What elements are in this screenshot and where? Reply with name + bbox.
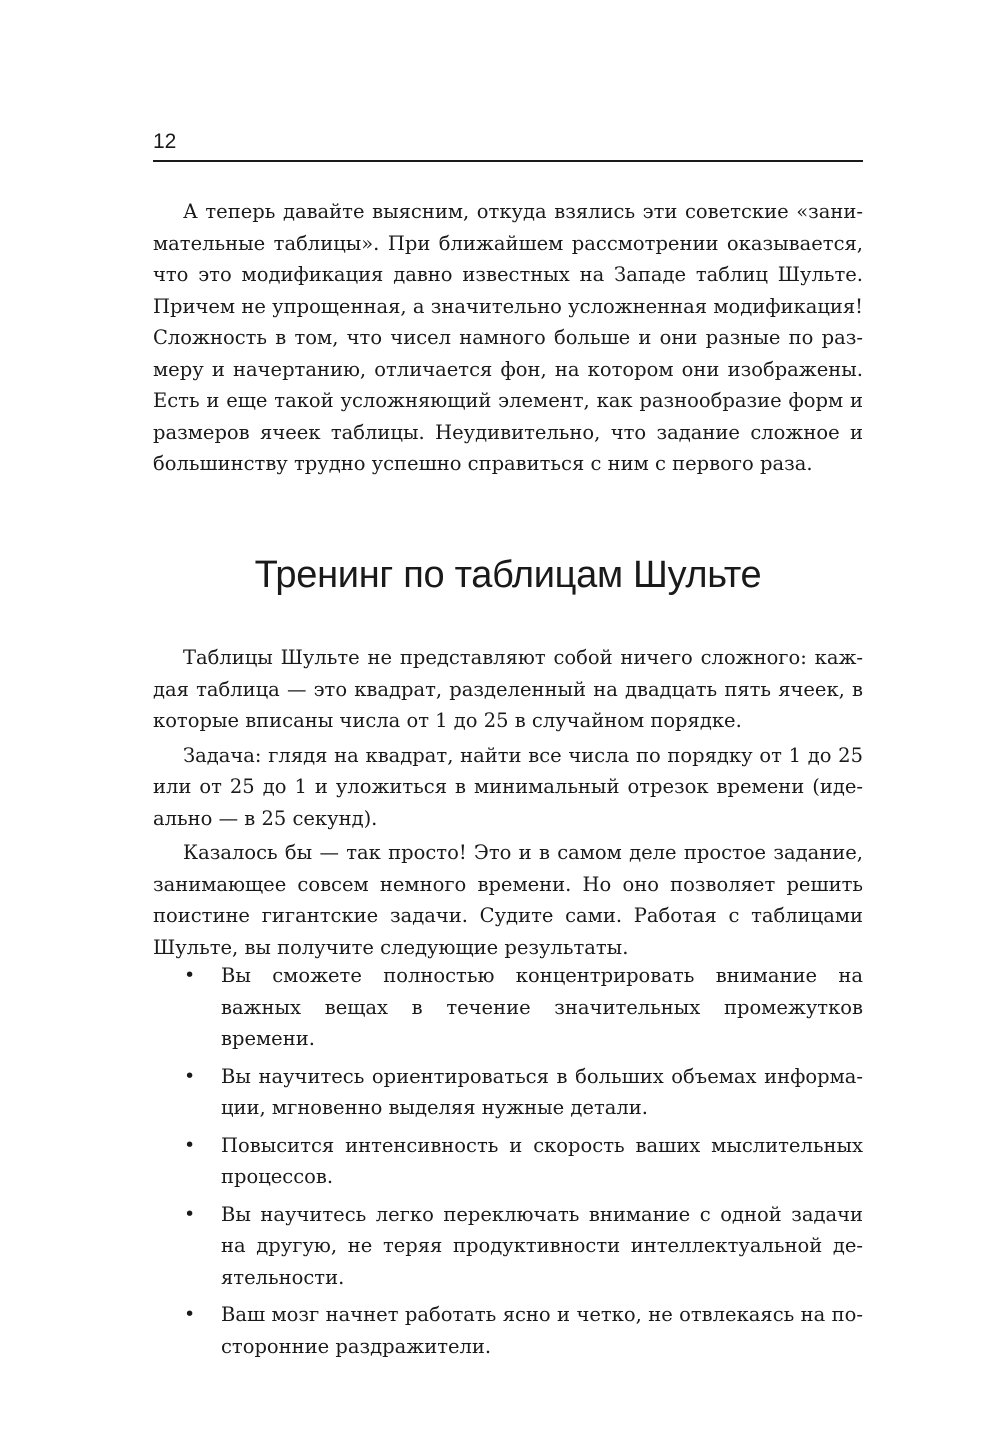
section-title: Тренинг по таблицам Шульте: [254, 554, 762, 596]
intro-paragraph: А теперь давайте выясним, откуда взялись эти советские «занимательные таблицы». При ближайшем рассмотрении оказывается, что это модификация давно известных на Западе таблиц Шульте. Причем не упрощенная, а значительно усложненная модификация! Сложность в том, что чисел намного больше и они разные по размеру и начертанию, отличается фон, на котором они изображены. Есть и еще такой усложняющий элемент, как разнообразие форм и размеров ячеек таблицы. Неудивительно, что задание сложное и большинству трудно успешно справиться с ним с первого раза.: [153, 200, 863, 475]
list-item-text: Вы сможете полностью концентрировать внимание на важных вещах в течение значительных промежутков времени.: [221, 964, 863, 1050]
page-number: 12: [153, 130, 177, 153]
bullet-icon: •: [184, 1303, 196, 1325]
body-paragraph-1: Таблицы Шульте не представляют собой ничего сложного: каждая таблица — это квадрат, разделенный на двадцать пять ячеек, в которые вписаны числа от 1 до 25 в случайном порядке.: [153, 646, 863, 732]
list-item: [153, 1199, 863, 1294]
list-item-text: Ваш мозг начнет работать ясно и четко, не отвлекаясь на посторонние раздражители.: [221, 1303, 863, 1358]
section-body: [153, 642, 863, 963]
list-item: [153, 960, 863, 1055]
list-item: [153, 1299, 863, 1362]
body-paragraph-2: Задача: глядя на квадрат, найти все числа по порядку от 1 до 25 или от 25 до 1 и уложиться в минимальный отрезок времени (идеально — в 25 секунд).: [153, 743, 863, 830]
body-paragraph-3: Казалось бы — так просто! Это и в самом деле простое задание, занимающее совсем немного времени. Но оно позволяет решить поистине гигантские задачи. Судите сами. Работая с таблицами Шульте, вы получите следующие результаты.: [153, 841, 863, 959]
bullet-icon: •: [184, 1202, 196, 1225]
list-item: [153, 1061, 863, 1124]
list-item: [153, 1130, 863, 1193]
list-item-text: Повысится интенсивность и скорость ваших мыслительных процессов.: [221, 1133, 863, 1188]
intro-text: [153, 196, 863, 480]
results-list: [153, 960, 863, 1368]
bullet-icon: •: [184, 964, 196, 986]
list-item-text: Вы научитесь легко переключать внимание с одной задачи на другую, не теряя продуктивности интеллектуальной деятельности.: [221, 1202, 863, 1289]
bullet-icon: •: [184, 1064, 196, 1087]
header-rule: [153, 160, 863, 162]
list-item-text: Вы научитесь ориентироваться в больших объемах информации, мгновенно выделяя нужные детали.: [221, 1064, 863, 1119]
bullet-icon: •: [184, 1133, 196, 1156]
